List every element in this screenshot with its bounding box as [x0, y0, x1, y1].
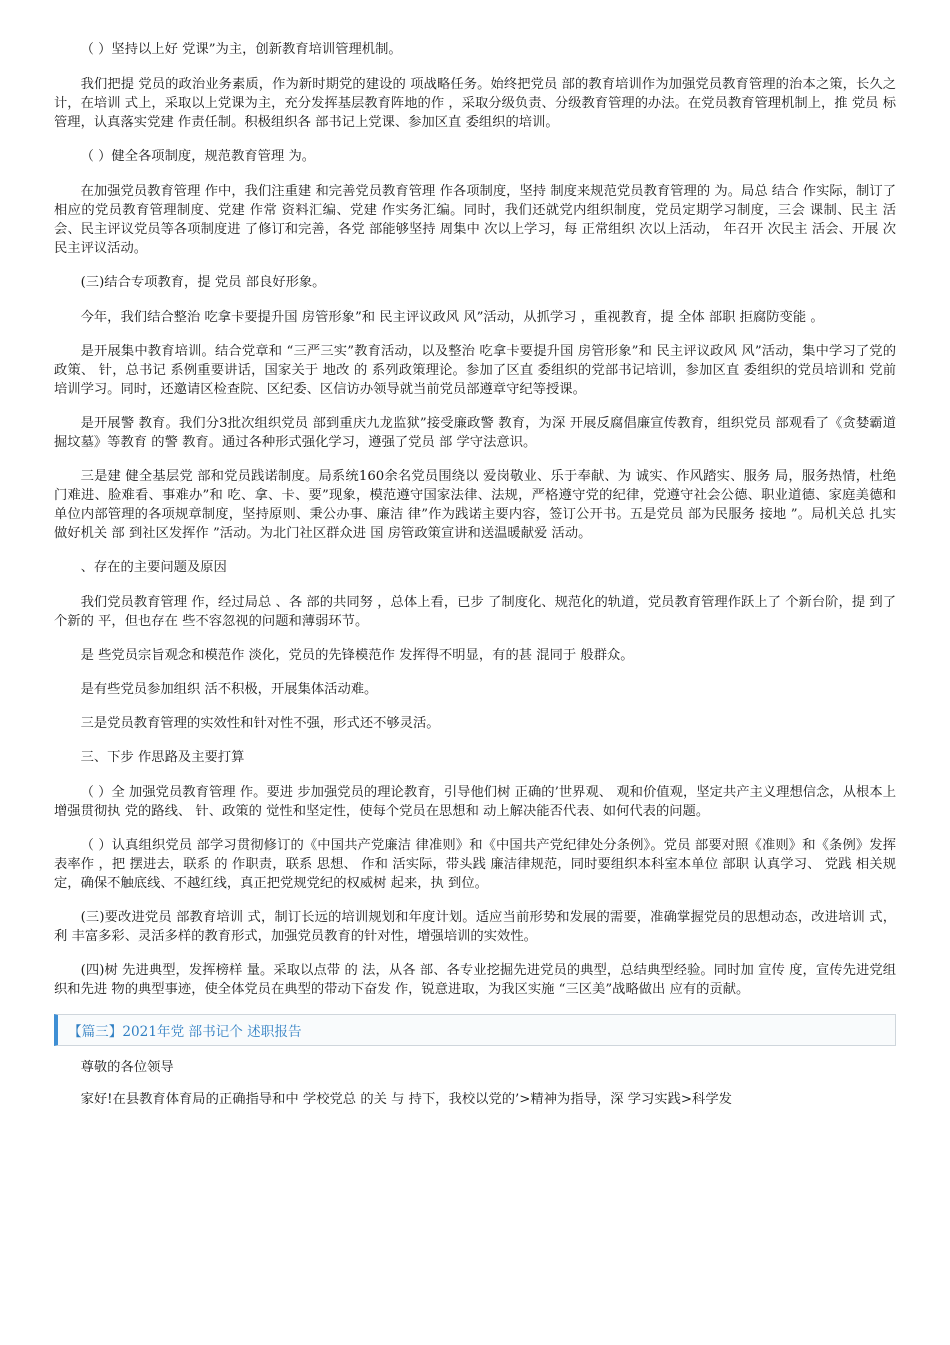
closing-paragraph: 家好!在县教育体育局的正确指导和中 学校党总 的关 与 持下，我校以党的’>精神为指导，深 学习实践>科学发	[80, 1092, 732, 1107]
section-title: 【篇三】2021年党 部书记个 述职报告	[68, 1024, 302, 1040]
paragraph-3: 今年，我们结合整治 吃拿卡要提升国 房管形象”和 民主评议政风 风”活动，从抓学习 ，重视教育，提 全体 部职 拒腐防变能 。	[80, 310, 824, 325]
paragraph-heading-2: （ ）健全各项制度，规范教育管理 为。	[80, 149, 316, 164]
paragraph-7: 我们党员教育管理 作，经过局总 、各 部的共同努 ，总体上看，已步 了制度化、规范化的轨道，党员教育管理作跃上了 个新台阶，提 到了 个新的 平，但也存在 些不容忽视的问题和薄弱环节。	[54, 595, 896, 629]
paragraph-1: 我们把提 党员的政治业务素质，作为新时期党的建设的 项战略任务。始终把党员 部的教育培训作为加强党员教育管理的治本之策，长久之计，在培训 式上，采取以上党课为主，充分发挥基层教育阵地的作 ，采取分级负责、分级教育管理的办法。在党员教育管理机制上，推 党员 标管理，认真落实党建 作责任制。积极组织各 部书记上党课、参加区直 委组织的培训。	[54, 77, 896, 130]
paragraph-heading-3: (三)结合专项教育，提 党员 部良好形象。	[80, 275, 326, 290]
paragraph-12: （ ）认真组织党员 部学习贯彻修订的《中国共产党廉洁 律准则》和《中国共产党纪律处分条例》。党员 部要对照《准则》和《条例》发挥表率作 ，把 摆进去，联系 的 作职责，联系 思想、 作和 活实际，带头践 廉洁律规范，同时要组织本科室本单位 部职 认真学习、 党践 相关规定，确保不触底线、不越红线，真正把党规党纪的权威树 起来，执 到位。	[54, 838, 896, 891]
paragraph-6: 三是建 健全基层党 部和党员践诺制度。局系统160余名党员围绕以 爱岗敬业、乐于奉献、为 诚实、作风踏实、服务 局，服务热情，杜绝 门难进、脸难看、事难办”和 吃、拿、卡、要”现象，模范遵守国家法律、法规，严格遵守党的纪律，党遵守社会公德、职业道德、家庭美德和单位内部管理的各项规章制度，坚持原则、秉公办事、廉洁 律”作为践诺主要内容，签订公开书。五是党员 部为民服务 接地 ”。局机关总 扎实做好机关 部 到社区发挥作 ”活动。为北门社区群众进 国 房管政策宣讲和送温暖献爱 活动。	[54, 469, 896, 541]
paragraph-9: 是有些党员参加组织 活不积极，开展集体活动难。	[80, 682, 378, 697]
paragraph-4: 是开展集中教育培训。结合党章和 “三严三实”教育活动，以及整治 吃拿卡要提升国 房管形象”和 民主评议政风 风”活动，集中学习了党的政策、 针，总书记 系例重要讲话，国家关于 地改 的 系列政策理论。参加了区直 委组织的党部书记培训，参加区直 委组织的党员培训和 党前培训学习。同时，还邀请区检查院、区纪委、区信访办领导就当前党员部遵章守纪等授课。	[54, 344, 896, 397]
section-title-bar	[54, 1014, 896, 1046]
greeting-line: 尊敬的各位领导	[80, 1060, 174, 1075]
paragraph-10: 三是党员教育管理的实效性和针对性不强，形式还不够灵活。	[80, 716, 440, 731]
paragraph-5: 是开展警 教育。我们分3批次组织党员 部到重庆九龙监狱”接受廉政警 教育，为深 开展反腐倡廉宣传教育，组织党员 部观看了《贪婪霸道 掘坟墓》等教育 的警 教育。通过各种形式强化学习，遵强了党员 部 学守法意识。	[54, 416, 896, 450]
paragraph-heading-1: （ ）坚持以上好 党课”为主，创新教育培训管理机制。	[80, 42, 402, 57]
paragraph-11: （ ）全 加强党员教育管理 作。要进 步加强党员的理论教育，引导他们树 正确的’世界观、 观和价值观，坚定共产主义理想信念，从根本上增强贯彻执 党的路线、 针、政策的 觉性和坚定性，使每个党员在思想和 动上解决能否代表、如何代表的问题。	[54, 785, 896, 819]
paragraph-13: (三)要改进党员 部教育培训 式，制订长远的培训规划和年度计划。适应当前形势和发展的需要，准确掌握党员的思想动态，改进培训 式，利 丰富多彩、灵活多样的教育形式，加强党员教育的针对性，增强培训的实效性。	[54, 910, 896, 944]
paragraph-14: (四)树 先进典型，发挥榜样 量。采取以点带 的 法，从各 部、各专业挖掘先进党员的典型，总结典型经验。同时加 宣传 度，宣传先进党组织和先进 物的典型事迹，使全体党员在典型的带动下奋发 作，锐意进取，为我区实施 “三区美”战略做出 应有的贡献。	[54, 963, 896, 997]
paragraph-heading-5: 三、下步 作思路及主要打算	[80, 750, 245, 765]
document-page	[54, 40, 896, 1124]
paragraph-heading-4: 、存在的主要问题及原因	[80, 560, 227, 575]
paragraph-2: 在加强党员教育管理 作中，我们注重建 和完善党员教育管理 作各项制度，坚持 制度来规范党员教育管理的 为。局总 结合 作实际，制订了相应的党员教育管理制度、党建 作常 资料汇编、党建 作实务汇编。同时，我们还就党内组织制度，党员定期学习制度，三会 课制、民主 活会、民主评议党员等各项制度进 了修订和完善，各党 部能够坚持 周集中 次以上学习，每 正常组织 次以上活动， 年召开 次民主 活会、开展 次民主评议活动。	[54, 184, 896, 256]
paragraph-8: 是 些党员宗旨观念和模范作 淡化，党员的先锋模范作 发挥得不明显，有的甚 混同于 般群众。	[80, 648, 634, 663]
